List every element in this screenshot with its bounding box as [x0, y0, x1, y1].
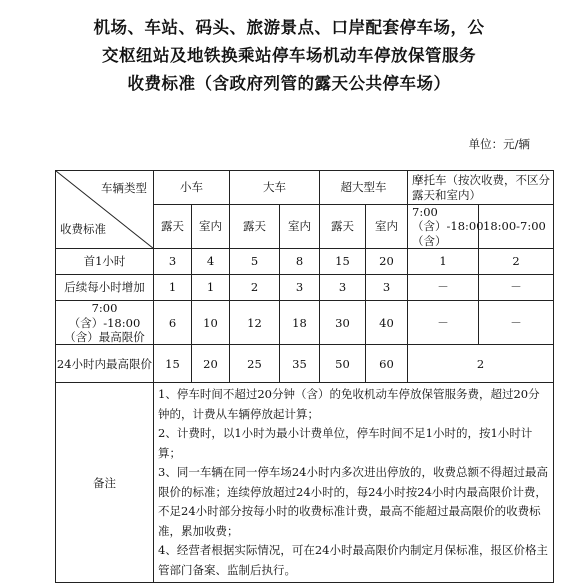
table-row — [56, 301, 554, 345]
cell: 50 — [320, 345, 366, 383]
cell: 18 — [280, 301, 320, 345]
row-label: 24小时内最高限价 — [56, 345, 154, 383]
cell: 3 — [280, 275, 320, 301]
note-item: 2、计费时，以1小时为最小计费单位，停车时间不足1小时的，按1小时计算； — [158, 426, 533, 460]
cell: 20 — [366, 249, 408, 275]
table-row — [56, 275, 554, 301]
cell: 2 — [479, 249, 554, 275]
cell: 8 — [280, 249, 320, 275]
cell: 3 — [320, 275, 366, 301]
cell: － — [479, 301, 554, 345]
cell: 5 — [230, 249, 280, 275]
header-diagonal-cell — [56, 171, 154, 249]
header-open: 露天 — [230, 205, 280, 249]
cell: 15 — [154, 345, 192, 383]
row-label: 后续每小时增加 — [56, 275, 154, 301]
header-moto-night: 18:00-7:00 — [479, 205, 554, 249]
header-motorcycle: 摩托车（按次收费，不区分露天和室内） — [408, 171, 554, 205]
notes-label: 备注 — [56, 383, 154, 583]
row-label: 7:00（含）-18:00（含）最高限价 — [56, 301, 154, 345]
cell: － — [408, 275, 479, 301]
cell: 12 — [230, 301, 280, 345]
cell: － — [479, 275, 554, 301]
header-indoor: 室内 — [280, 205, 320, 249]
cell: 25 — [230, 345, 280, 383]
cell: 10 — [192, 301, 230, 345]
note-item: 3、同一车辆在同一停车场24小时内多次进出停放的，收费总额不得超过最高限价的标准；连续停放超过24小时的，每24小时按24小时内最高限价计费，不足24小时部分按每小时的收费标准计费，最高不能超过最高限价的收费标准，累加收费； — [158, 465, 548, 538]
cell: 1 — [154, 275, 192, 301]
title-line-2: 交枢纽站及地铁换乘站停车场机动车停放保管服务 — [102, 46, 476, 65]
header-open: 露天 — [154, 205, 192, 249]
cell: 3 — [154, 249, 192, 275]
notes-row — [56, 383, 554, 583]
cell: 1 — [192, 275, 230, 301]
cell: 2 — [408, 345, 554, 383]
title-line-1: 机场、车站、码头、旅游景点、口岸配套停车场，公 — [93, 18, 485, 37]
header-large-car: 大车 — [230, 171, 320, 205]
fee-table — [55, 170, 554, 583]
table-row — [56, 345, 554, 383]
header-indoor: 室内 — [192, 205, 230, 249]
title-line-3: 收费标准（含政府列管的露天公共停车场） — [127, 74, 451, 93]
cell: 35 — [280, 345, 320, 383]
table-row — [56, 249, 554, 275]
notes-content — [154, 383, 554, 583]
cell: 30 — [320, 301, 366, 345]
cell: 1 — [408, 249, 479, 275]
cell: 20 — [192, 345, 230, 383]
header-xlarge-car: 超大型车 — [320, 171, 408, 205]
header-vehicle-type: 车辆类型 — [101, 181, 147, 195]
cell: － — [408, 301, 479, 345]
header-open: 露天 — [320, 205, 366, 249]
cell: 2 — [230, 275, 280, 301]
note-item: 1、停车时间不超过20分钟（含）的免收机动车停放保管服务费，超过20分钟的，计费从车辆停放起计算； — [158, 387, 540, 421]
unit-label: 单位：元/辆 — [468, 137, 530, 151]
cell: 6 — [154, 301, 192, 345]
header-fee-standard: 收费标准 — [60, 221, 106, 236]
cell: 3 — [366, 275, 408, 301]
cell: 15 — [320, 249, 366, 275]
cell: 60 — [366, 345, 408, 383]
header-moto-day: 7:00（含）-18:00（含） — [408, 205, 479, 249]
row-label: 首1小时 — [56, 249, 154, 275]
header-small-car: 小车 — [154, 171, 230, 205]
header-indoor: 室内 — [366, 205, 408, 249]
cell: 4 — [192, 249, 230, 275]
cell: 40 — [366, 301, 408, 345]
note-item: 4、经营者根据实际情况，可在24小时最高限价内制定月保标准，报区价格主管部门备案、监制后执行。 — [158, 543, 548, 577]
